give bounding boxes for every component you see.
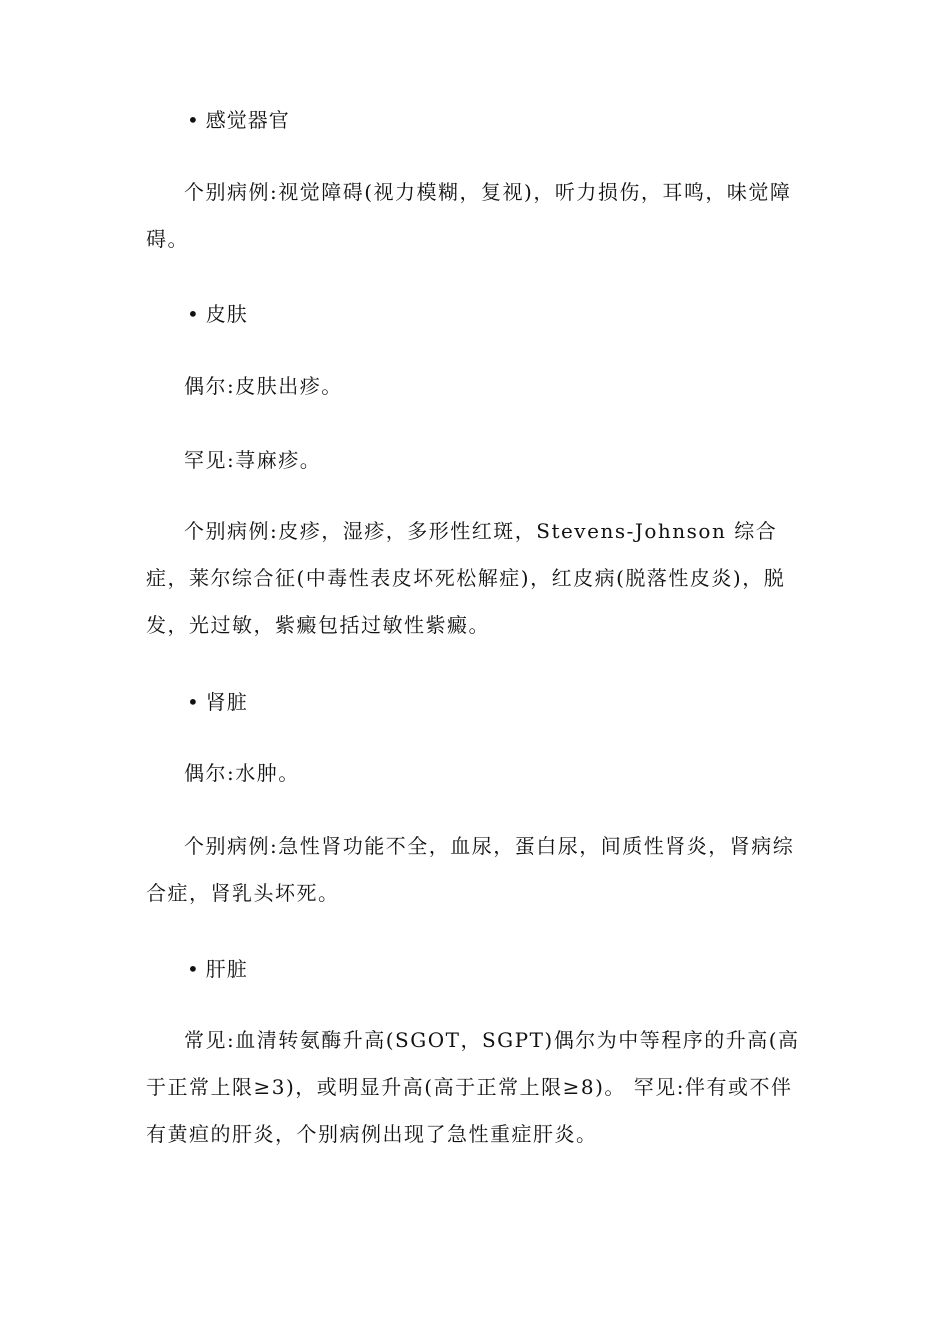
paragraph-sensory-cases: 个别病例:视觉障碍(视力模糊，复视)，听力损伤，耳鸣，味觉障碍。 [146,180,792,251]
section-heading-sensory [187,106,290,134]
bullet-icon: • [187,302,200,326]
paragraph-kidney-occasional: 偶尔:水肿。 [184,761,300,785]
heading-text: 皮肤 [205,302,248,326]
bullet-icon: • [187,957,200,981]
bullet-icon: • [187,108,200,132]
heading-text: 肾脏 [205,690,248,714]
heading-text: 感觉器官 [205,108,290,132]
paragraph-kidney-cases: 个别病例:急性肾功能不全，血尿，蛋白尿，间质性肾炎，肾病综合症，肾乳头坏死。 [146,834,795,905]
paragraph-liver-common: 常见:血清转氨酶升高(SGOT，SGPT)偶尔为中等程序的升高(高于正常上限≥3)，或明显升高(高于正常上限≥8)。 罕见:伴有或不伴有黄疸的肝炎，个别病例出现了急性重症肝炎。 [146,1028,800,1146]
section-heading-kidney [187,688,248,716]
heading-text: 肝脏 [205,957,248,981]
section-heading-skin [187,300,248,328]
bullet-icon: • [187,690,200,714]
paragraph-skin-rare: 罕见:荨麻疹。 [184,448,322,472]
paragraph-skin-cases: 个别病例:皮疹，湿疹，多形性红斑，Stevens-Johnson 综合症，莱尔综合征(中毒性表皮坏死松解症)，红皮病(脱落性皮炎)，脱发，光过敏，紫癜包括过敏性紫癜。 [146,519,786,637]
section-heading-liver [187,955,248,983]
paragraph-skin-occasional: 偶尔:皮肤出疹。 [184,374,343,398]
